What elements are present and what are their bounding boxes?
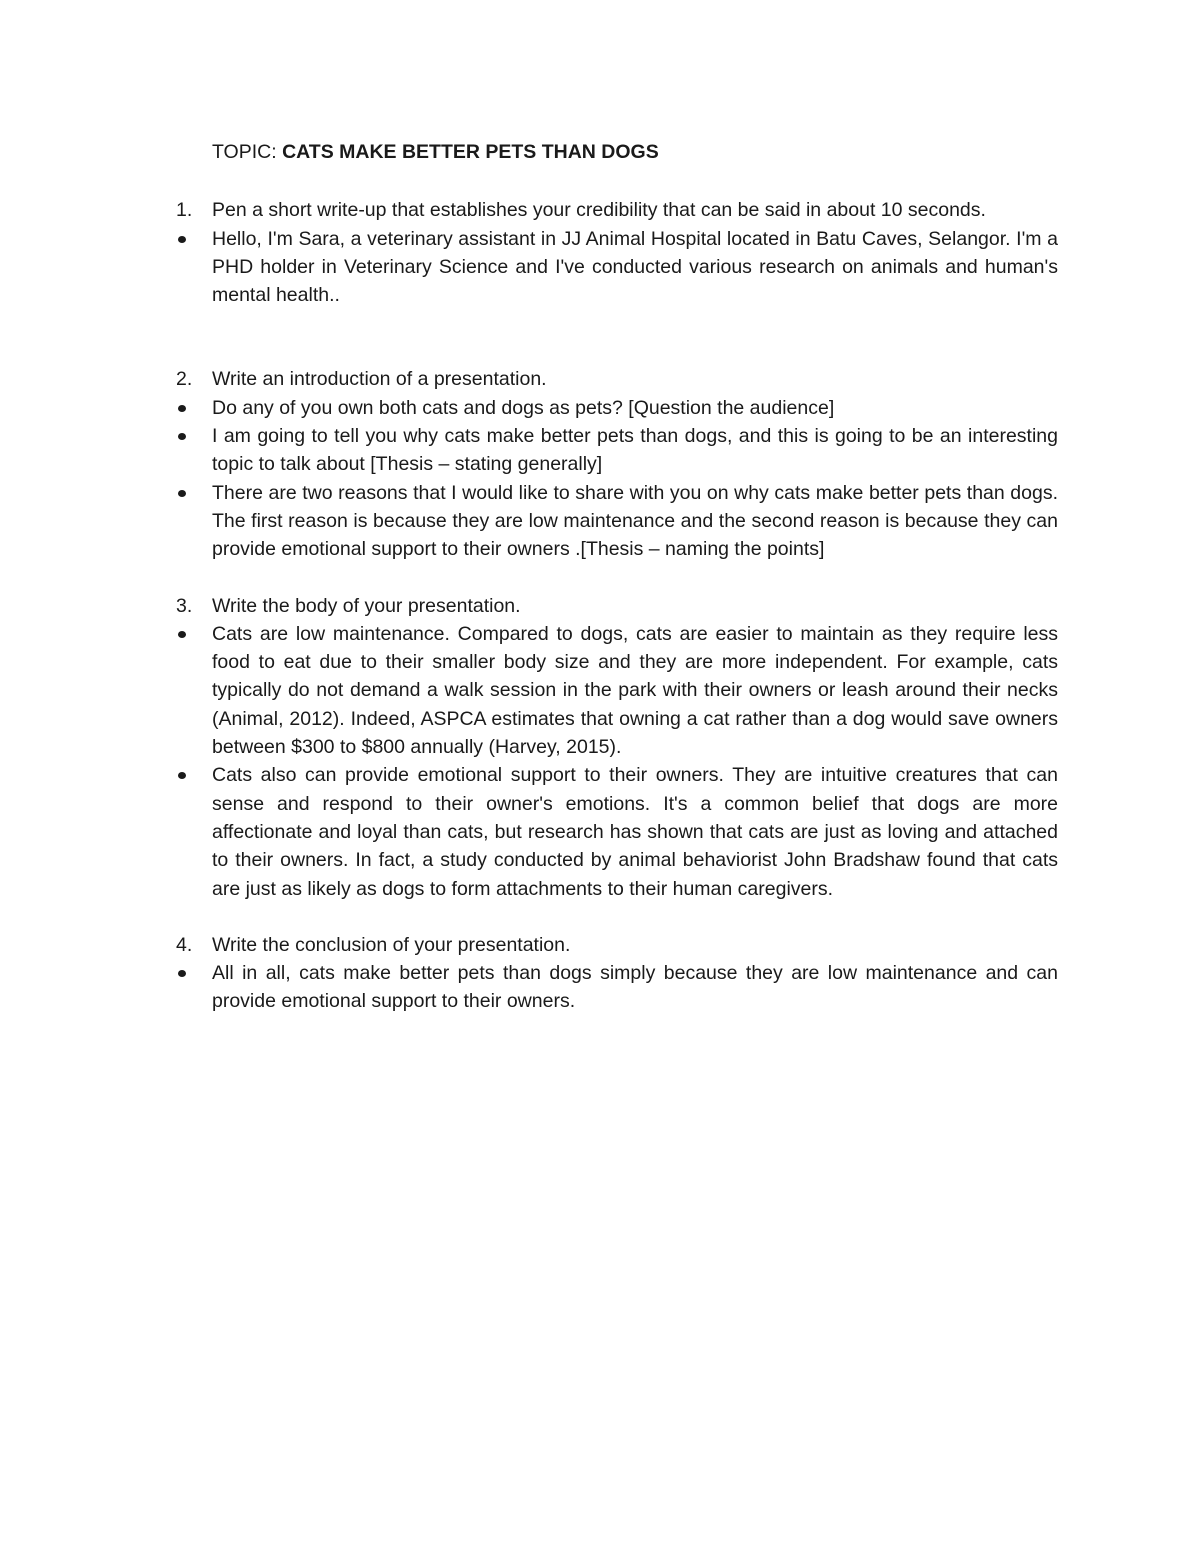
bullet-text: Cats are low maintenance. Compared to dogs, cats are easier to maintain as they require less food to eat due to their smaller body size and they are more independent. For example, cats typically do not demand a walk session in the park with their owners or leash around their necks (Animal, 2012). Indeed, ASPCA estimates that owning a cat rather than a dog would save owners between $300 to $800 annually (Harvey, 2015). <box>212 622 1058 759</box>
prompt-text: Write the conclusion of your presentation. <box>212 933 571 956</box>
prompt-text: Write the body of your presentation. <box>212 594 521 617</box>
list-number: 3. <box>176 594 193 617</box>
document-body <box>172 138 1058 1016</box>
section-3-prompt <box>172 592 1058 620</box>
bullet-icon <box>178 490 186 497</box>
section-1-prompt <box>172 196 1058 224</box>
section-1-bullet-1 <box>172 225 1058 310</box>
bullet-icon <box>178 772 186 779</box>
bullet-text: I am going to tell you why cats make better pets than dogs, and this is going to be an interesting topic to talk about [Thesis – stating generally] <box>212 425 1058 476</box>
bullet-icon <box>178 405 186 412</box>
section-2-bullet-1 <box>172 394 1058 422</box>
bullet-text: There are two reasons that I would like to share with you on why cats make better pets than dogs. The first reason is because they are low maintenance and the second reason is because they can provide emotional support to their owners .[Thesis – naming the points] <box>212 481 1058 561</box>
section-2-prompt <box>172 365 1058 393</box>
section-2-bullet-3 <box>172 479 1058 564</box>
spacer <box>172 903 1058 931</box>
list-number: 4. <box>176 933 193 956</box>
bullet-text: All in all, cats make better pets than dogs simply because they are low maintenance and can provide emotional support to their owners. <box>212 962 1058 1013</box>
spacer <box>172 564 1058 592</box>
list-number: 2. <box>176 368 193 391</box>
list-number: 1. <box>176 199 193 222</box>
bullet-text: Cats also can provide emotional support to their owners. They are intuitive creatures that can sense and respond to their owner's emotions. It's a common belief that dogs are more affectionate and loyal than cats, but research has shown that cats are just as loving and attached to their owners. In fact, a study conducted by animal behaviorist John Bradshaw found that cats are just as likely as dogs to form attachments to their human caregivers. <box>212 764 1058 900</box>
spacer <box>172 309 1058 365</box>
prompt-text: Write an introduction of a presentation. <box>212 368 547 391</box>
topic-title: CATS MAKE BETTER PETS THAN DOGS <box>282 141 659 163</box>
prompt-text: Pen a short write-up that establishes your credibility that can be said in about 10 seconds. <box>212 199 986 222</box>
section-3-bullet-1 <box>172 620 1058 761</box>
topic-heading <box>212 138 1058 166</box>
bullet-text: Hello, I'm Sara, a veterinary assistant in JJ Animal Hospital located in Batu Caves, Selangor. I'm a PHD holder in Veterinary Science and I've conducted various research on animals and human's mental health.. <box>212 227 1058 307</box>
section-4-prompt <box>172 931 1058 959</box>
bullet-text: Do any of you own both cats and dogs as pets? [Question the audience] <box>212 396 835 419</box>
bullet-icon <box>178 970 186 977</box>
bullet-icon <box>178 631 186 638</box>
section-4-bullet-1 <box>172 959 1058 1016</box>
section-3-bullet-2 <box>172 761 1058 902</box>
topic-prefix: TOPIC: <box>212 141 283 163</box>
bullet-icon <box>178 236 186 243</box>
bullet-icon <box>178 433 186 440</box>
section-2-bullet-2 <box>172 422 1058 479</box>
